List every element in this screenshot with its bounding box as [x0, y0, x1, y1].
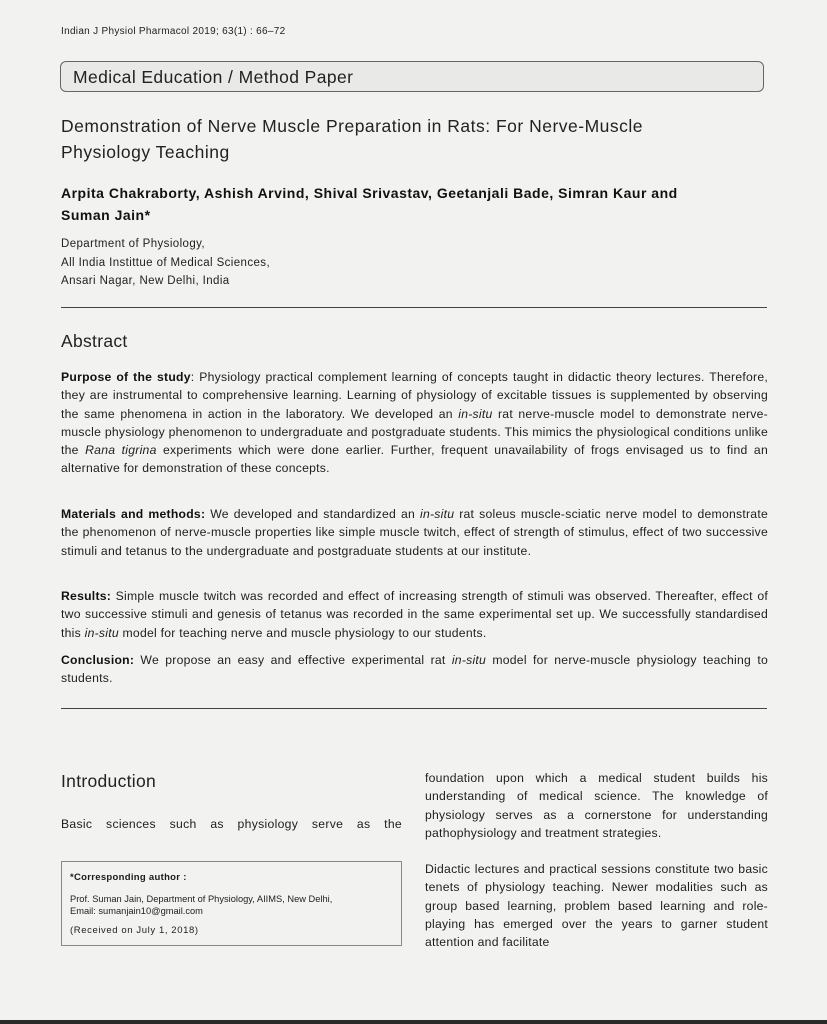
affiliation-line: All India Instittue of Medical Sciences, [61, 256, 271, 269]
purpose-italic: in-situ [458, 406, 493, 421]
methods-text: We developed and standardized an [205, 507, 420, 521]
affiliation [61, 235, 270, 291]
conclusion-italic: in-situ [451, 653, 487, 667]
results-text: model for teaching nerve and muscle physiology to our students. [118, 625, 487, 640]
methods-italic: in-situ [419, 507, 455, 521]
conclusion-text: model for nerve-muscle physiology teaching to students. [61, 653, 768, 686]
results-text: Simple muscle twitch was recorded and effect of increasing strength of stimuli was observed. Thereafter, effect of two successive stimuli and genesis of tetanus was recorded in the same experimental set up. We successfully standardised this [61, 589, 768, 640]
journal-reference: Indian J Physiol Pharmacol 2019; 63(1) : 66–72 [61, 26, 286, 37]
abstract-methods [61, 505, 768, 560]
introduction-heading: Introduction [61, 771, 157, 791]
purpose-text: experiments which were done earlier. Further, frequent unavailability of frogs envisaged us to find an alternative for demonstration of these concepts. [61, 443, 768, 476]
abstract-heading: Abstract [61, 331, 128, 351]
corresponding-author-title: *Corresponding author : [70, 872, 187, 883]
introduction-text-right: Didactic lectures and practical sessions constitute two basic tenets of physiology teaching. Newer modalities such as group based learning, problem based learning and role-playing has emerged over the years to garner student attention and facilitate [425, 862, 768, 950]
affiliation-line: Ansari Nagar, New Delhi, India [61, 275, 230, 287]
corresponding-author-box [61, 861, 402, 946]
affiliation-line: Department of Physiology, [61, 238, 206, 250]
conclusion-label: Conclusion: [61, 653, 135, 667]
received-date: (Received on July 1, 2018) [70, 925, 199, 936]
divider [61, 708, 767, 709]
purpose-label: Purpose of the study [61, 370, 191, 384]
corresponding-author-details: Prof. Suman Jain, Department of Physiology, AIIMS, New Delhi, [70, 894, 333, 904]
purpose-italic: Rana tigrina [85, 443, 157, 458]
results-label: Results: [61, 589, 112, 603]
abstract-results [61, 587, 768, 642]
introduction-text-right: foundation upon which a medical student builds his understanding of medical science. The knowledge of physiology serves as a cornerstone for understanding pathophysiology and treatment strategies. [425, 771, 768, 840]
abstract-purpose [61, 368, 768, 478]
bottom-bar [0, 1020, 827, 1024]
purpose-text: rat nerve-muscle model to demonstrate nerve-muscle physiology phenomenon to undergraduate and postgraduate students. This mimics the physiological conditions unlike the [61, 406, 768, 458]
conclusion-text: We propose an easy and effective experimental rat [134, 653, 452, 667]
section-label-box [60, 61, 764, 92]
corresponding-author-email: Email: sumanjain10@gmail.com [70, 906, 203, 916]
divider [61, 307, 767, 308]
authors: Arpita Chakraborty, Ashish Arvind, Shival Srivastav, Geetanjali Bade, Simran Kaur and Suman Jain* [61, 185, 678, 223]
purpose-text: : Physiology practical complement learning of concepts taught in didactic theory lectures. Therefore, they are instrumental to comprehensive learning. Learning of physiology of excitable tissues is supplemented by observing the same phenomena in action in the laboratory. We developed an [61, 370, 768, 421]
methods-label: Materials and methods: [61, 507, 206, 521]
abstract-conclusion [61, 651, 768, 688]
methods-text: rat soleus muscle-sciatic nerve model to demonstrate the phenomenon of nerve-muscle properties like simple muscle twitch, effect of strength of stimulus, effect of two successive stimuli and tetanus to the undergraduate and postgraduate students at our institute. [61, 507, 768, 558]
section-label: Medical Education / Method Paper [73, 67, 354, 87]
introduction-text-left: Basic sciences such as physiology serve as the [61, 817, 402, 831]
article-title: Demonstration of Nerve Muscle Preparation in Rats: For Nerve-Muscle Physiology Teaching [61, 116, 644, 162]
results-italic: in-situ [84, 625, 119, 640]
